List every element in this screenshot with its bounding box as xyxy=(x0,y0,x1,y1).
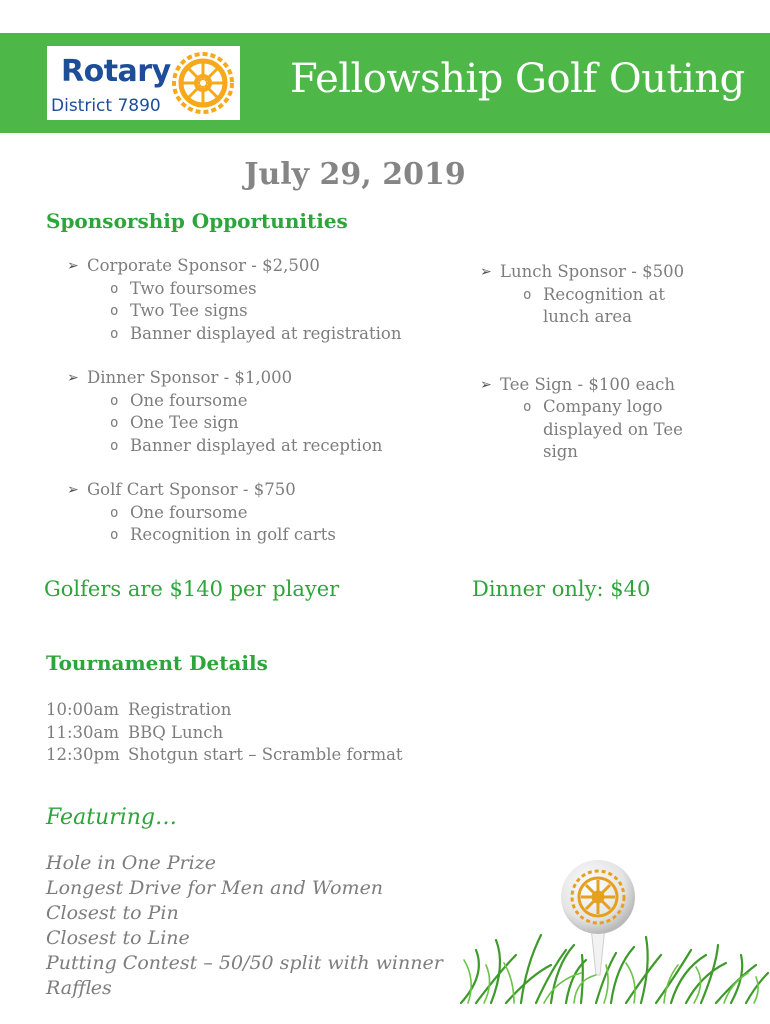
sponsor-group xyxy=(480,261,700,329)
golfer-price: Golfers are $140 per player xyxy=(44,577,340,601)
schedule-time: 12:30pm xyxy=(46,745,120,764)
sponsorship-heading: Sponsorship Opportunities xyxy=(46,209,348,233)
sponsor-benefit: o Recognition in golf carts xyxy=(67,524,457,547)
schedule-event: BBQ Lunch xyxy=(128,722,224,742)
sponsor-benefit: o Company logo displayed on Tee sign xyxy=(480,396,700,464)
sponsor-benefit: o One foursome xyxy=(67,390,457,413)
sponsor-benefit: o Banner displayed at reception xyxy=(67,435,457,458)
sponsor-benefit: o Recognition at lunch area xyxy=(480,284,700,329)
sponsor-benefit: o Banner displayed at registration xyxy=(67,323,457,346)
feature-item: Hole in One Prize xyxy=(46,852,217,874)
golf-ball-on-grass-image xyxy=(456,855,770,1005)
sponsor-group xyxy=(67,255,457,345)
schedule-time: 10:00am xyxy=(46,700,120,719)
sponsor-benefit: o Two foursomes xyxy=(67,278,457,301)
feature-item: Closest to Line xyxy=(46,927,190,949)
schedule-row xyxy=(46,744,403,767)
sponsor-title: ➢ Lunch Sponsor - $500 xyxy=(480,261,700,284)
sponsor-title: ➢ Golf Cart Sponsor - $750 xyxy=(67,479,457,502)
sponsor-title: ➢ Tee Sign - $100 each xyxy=(480,374,700,397)
sponsor-title: ➢ Corporate Sponsor - $2,500 xyxy=(67,255,457,278)
feature-item: Putting Contest – 50/50 split with winner xyxy=(46,952,443,974)
feature-item: Closest to Pin xyxy=(46,902,179,924)
sponsor-title: ➢ Dinner Sponsor - $1,000 xyxy=(67,367,457,390)
featuring-list xyxy=(46,851,443,1001)
schedule-row xyxy=(46,699,403,722)
sponsor-benefit: o One Tee sign xyxy=(67,412,457,435)
rotary-logo xyxy=(47,46,240,120)
schedule-row xyxy=(46,722,403,745)
feature-item: Raffles xyxy=(46,977,112,999)
logo-word: Rotary xyxy=(61,54,171,89)
schedule-event: Registration xyxy=(128,700,232,719)
sponsor-group xyxy=(67,479,457,547)
sponsor-benefit: o One foursome xyxy=(67,502,457,525)
sponsor-list-right xyxy=(480,261,700,486)
logo-district: District 7890 xyxy=(51,96,161,116)
tournament-heading: Tournament Details xyxy=(46,651,268,675)
sponsor-group xyxy=(480,374,700,464)
feature-item: Longest Drive for Men and Women xyxy=(46,877,384,899)
event-date: July 29, 2019 xyxy=(244,157,466,192)
page-title: Fellowship Golf Outing xyxy=(290,56,745,102)
rotary-wheel-icon xyxy=(171,50,235,116)
sponsor-list-left xyxy=(67,255,457,569)
sponsor-benefit: o Two Tee signs xyxy=(67,300,457,323)
sponsor-group xyxy=(67,367,457,457)
tournament-schedule xyxy=(46,699,403,767)
dinner-price: Dinner only: $40 xyxy=(472,577,651,601)
featuring-heading: Featuring… xyxy=(46,805,178,830)
schedule-event: Shotgun start – Scramble format xyxy=(128,745,403,764)
schedule-time: 11:30am xyxy=(46,722,120,742)
